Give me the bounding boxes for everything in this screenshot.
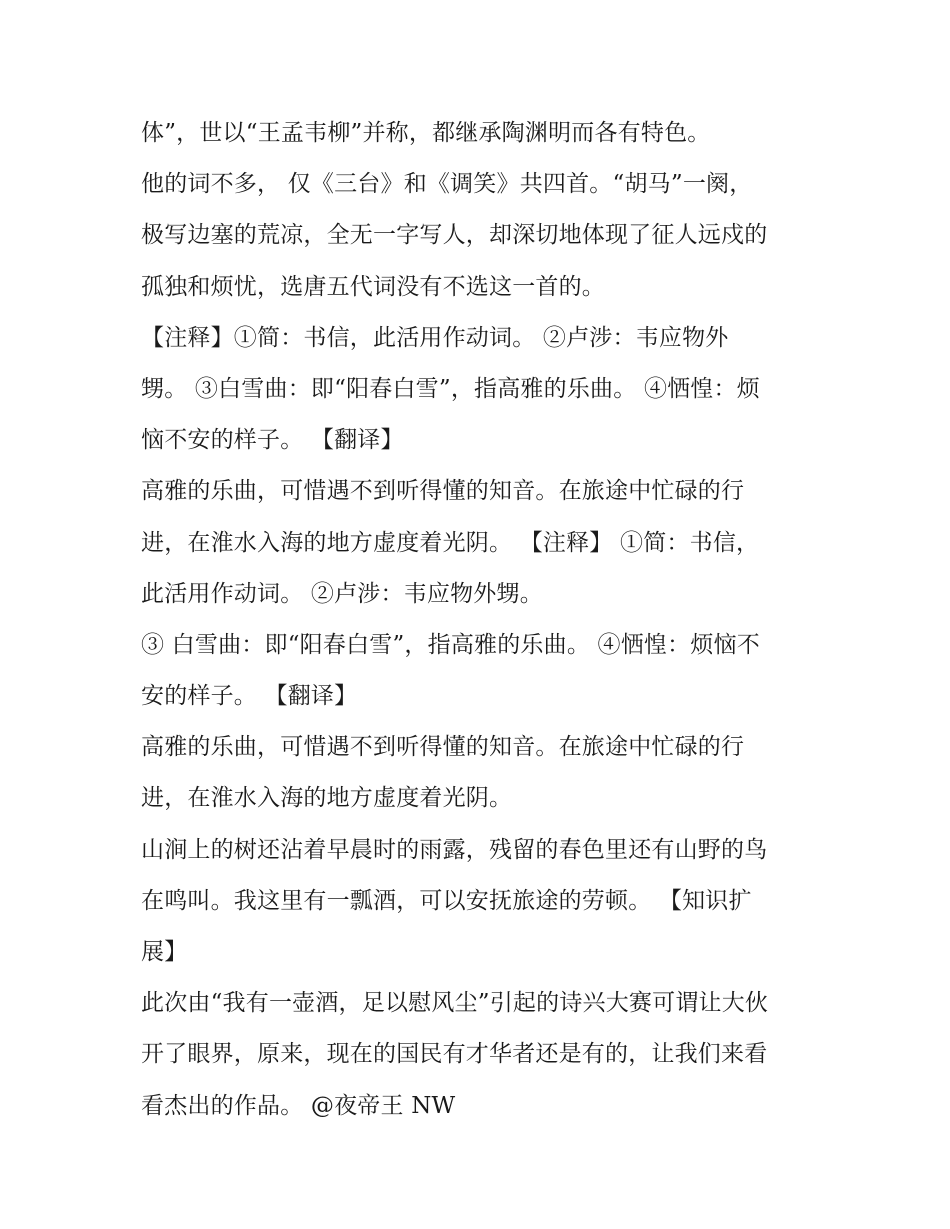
text-line: 山涧上的树还沾着早晨时的雨露，残留的春色里还有山野的鸟 (141, 836, 768, 863)
text-line: 开了眼界，原来，现在的国民有才华者还是有的，让我们来看 (141, 1041, 768, 1068)
text-line: 高雅的乐曲，可惜遇不到听得懂的知音。在旅途中忙碌的行 (141, 478, 745, 505)
text-line: 高雅的乐曲，可惜遇不到听得懂的知音。在旅途中忙碌的行 (141, 734, 745, 761)
text-line: 进，在淮水入海的地方虚度着光阴。 (141, 785, 513, 812)
text-line: 极写边塞的荒凉，全无一字写人，却深切地体现了征人远戍的 (141, 222, 768, 249)
text-line: 此次由“我有一壶酒，足以慰风尘”引起的诗兴大赛可谓让大伙 (141, 990, 769, 1017)
text-line: 安的样子。 【翻译】 (141, 683, 358, 710)
text-line: 展】 (141, 939, 188, 965)
text-line: 体”，世以“王孟韦柳”并称，都继承陶渊明而各有特色。 (141, 120, 711, 146)
document-body (141, 108, 831, 1132)
text-line: 看杰出的作品。 @夜帝王 NW (141, 1092, 456, 1119)
text-line: 【注释】①简：书信，此活用作动词。 ②卢涉：韦应物外 (141, 324, 729, 351)
text-line: ③ 白雪曲：即“阳春白雪”，指高雅的乐曲。 ④恓惶：烦恼不 (141, 631, 760, 658)
text-line: 在鸣叫。我这里有一瓢酒，可以安抚旅途的劳顿。 【知识扩 (141, 887, 752, 914)
text-line: 孤独和烦忧，选唐五代词没有不选这一首的。 (141, 273, 605, 300)
text-line: 恼不安的样子。 【翻译】 (141, 427, 404, 454)
text-line: 甥。 ③白雪曲：即“阳春白雪”，指高雅的乐曲。 ④恓惶：烦 (141, 375, 760, 402)
text-line: 他的词不多， 仅《三台》和《调笑》共四首。“胡马”一阕， (141, 171, 753, 198)
text-line: 此活用作动词。 ②卢涉：韦应物外甥。 (141, 580, 543, 607)
text-line: 进，在淮水入海的地方虚度着光阴。 【注释】 ①简：书信， (141, 529, 760, 556)
